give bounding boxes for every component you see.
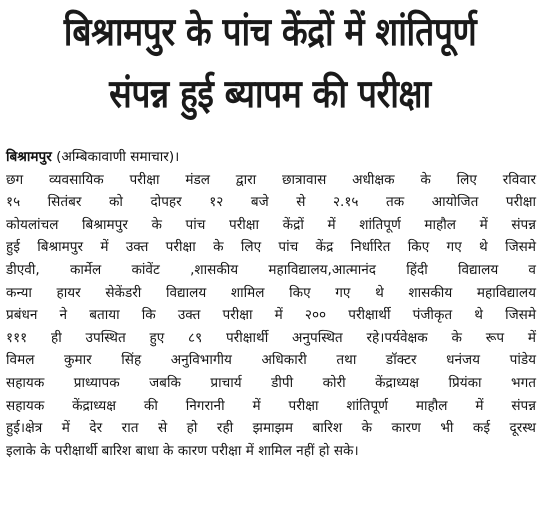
article-line: छग व्यवसायिक परीक्षा मंडल द्वारा छात्रावास अधीक्षक के लिए रविवार [6, 171, 536, 188]
article-line: विमल कुमार सिंह अनुविभागीय अधिकारी तथा डॉक्टर धनंजय पांडेय [6, 352, 536, 369]
news-source: (अम्बिकावाणी समाचार)। [51, 149, 180, 165]
article-line: १११ ही उपस्थित हुए ८९ परीक्षार्थी अनुपस्थित रहे।पर्यवेक्षक के रूप में [6, 329, 536, 346]
article-line: सहायक केंद्राध्यक्ष की निगरानी में परीक्षा शांतिपूर्ण माहौल में संपन्न [6, 397, 536, 414]
article-line: कोयलांचल बिश्रामपुर के पांच परीक्षा केंद्रों में शांतिपूर्ण माहौल में संपन्न [6, 216, 536, 233]
article-line: इलाके के परीक्षार्थी बारिश बाधा के कारण परीक्षा में शामिल नहीं हो सके। [6, 442, 359, 459]
article-line: हुई।क्षेत्र में देर रात से हो रही झमाझम बारिश के कारण भी कई दूरस्थ [6, 420, 536, 437]
article-body [6, 146, 536, 462]
dateline: बिश्रामपुर [6, 149, 52, 165]
article-line: कन्या हायर सेकेंडरी विद्यालय शामिल किए गए थे शासकीय महाविद्यालय [6, 284, 536, 301]
article-line: १५ सितंबर को दोपहर १२ बजे से २.१५ तक आयोजित परीक्षा [6, 194, 536, 211]
headline-line-2: संपन्न हुई ब्यापम की परीक्षा [109, 72, 431, 117]
article-line: सहायक प्राध्यापक जबकि प्राचार्य डीपी कोरी केंद्राध्यक्ष प्रियंका भगत [6, 374, 536, 391]
article-line: प्रबंधन ने बताया कि उक्त परीक्षा में २०० परीक्षार्थी पंजीकृत थे जिसमे [6, 307, 536, 324]
article-line: डीएवी, कार्मेल कांवेंट ,शासकीय महाविद्यालय,आत्मानंद हिंदी विद्यालय व [6, 261, 536, 278]
dateline-row [6, 146, 536, 169]
article-line: हुई बिश्रामपुर में उक्त परीक्षा के लिए पांच केंद्र निर्धारित किए गए थे जिसमे [6, 239, 536, 256]
headline-line-1: बिश्रामपुर के पांच केंद्रों में शांतिपूर्ण [63, 10, 477, 55]
